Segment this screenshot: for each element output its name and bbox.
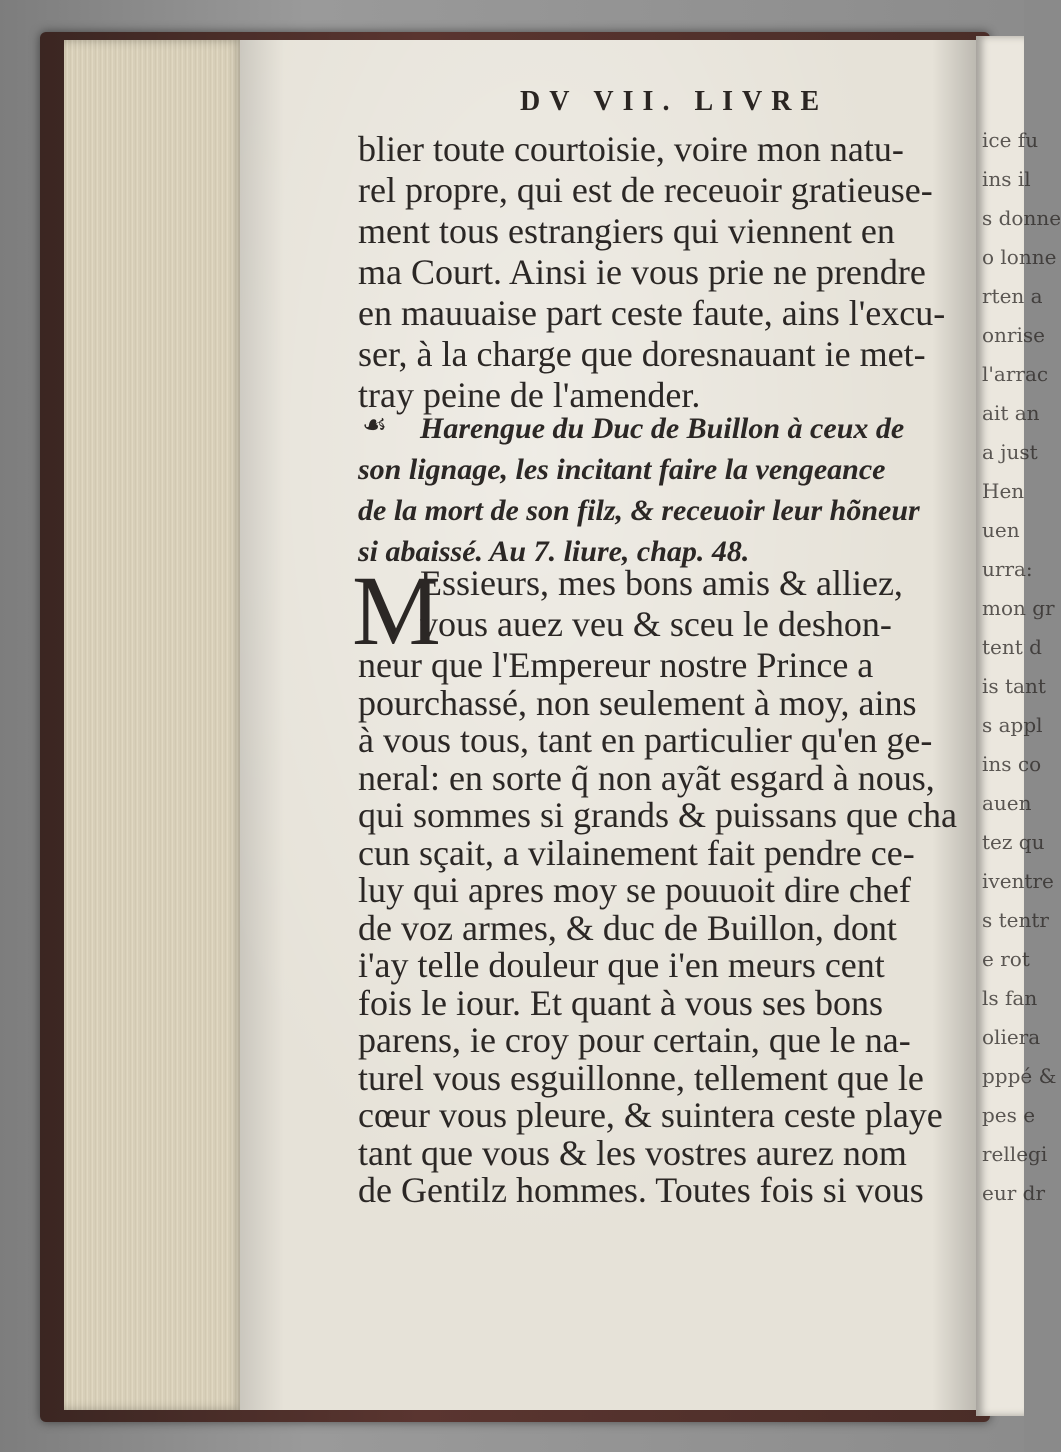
next-page-fragment: tez qu: [982, 830, 1045, 854]
running-head: DV VII. LIVRE: [520, 86, 829, 117]
speech-line: cun sçait, a vilainement fait pendre ce-: [358, 832, 915, 873]
speech-line: luy qui apres moy se pouuoit dire chef: [358, 870, 911, 910]
drop-capital: M: [352, 555, 441, 666]
next-page-fragment: l'arrac: [982, 362, 1049, 386]
next-page-fragment: rellegi: [982, 1142, 1048, 1166]
next-page-fragment: Hen: [982, 479, 1025, 503]
chapter-heading-line: Harengue du Duc de Buillon à ceux de: [420, 412, 905, 445]
speech-line: neral: en sorte q̃ non ayãt esgard à nous,: [358, 757, 935, 798]
speech-line: cœur vous pleure, & suintera ceste playe: [358, 1095, 943, 1135]
chapter-heading-line: si abaissé. Au 7. liure, chap. 48.: [358, 535, 750, 568]
next-page-fragment: ins il: [982, 167, 1031, 191]
speech-line: fois le iour. Et quant à vous ses bons: [358, 982, 883, 1023]
next-page-edge: [976, 36, 1061, 1416]
body-line: ment tous estrangiers qui viennent en: [358, 211, 895, 251]
speech-line: parens, ie croy pour certain, que le na-: [358, 1020, 911, 1060]
next-page-fragment: e rot: [982, 947, 1030, 971]
speech-line: à vous tous, tant en particulier qu'en ge-: [358, 720, 933, 760]
next-page-fragment: onrise: [982, 323, 1045, 347]
speech-line: turel vous esguillonne, tellement que le: [358, 1057, 924, 1098]
speech-line: i'ay telle douleur que i'en meurs cent: [358, 945, 885, 985]
speech-line: de Gentilz hommes. Toutes fois si vous: [358, 1170, 924, 1210]
dropcap-line: Essieurs, mes bons amis & alliez,: [420, 563, 903, 603]
chapter-heading-line: de la mort de son filz, & receuoir leur hõneur: [358, 494, 920, 527]
dropcap-line: vous auez veu & sceu le deshon-: [420, 604, 892, 644]
next-page-fragment: s appl: [982, 713, 1043, 737]
next-page-fragment: pppé &: [982, 1064, 1057, 1088]
next-page-fragment: o lonne: [982, 245, 1057, 269]
speech-line: tant que vous & les vostres aurez nom: [358, 1132, 907, 1173]
chapter-heading-line: son lignage, les incitant faire la vengeance: [358, 453, 886, 486]
next-page-fragment: rten a: [982, 284, 1043, 308]
speech-line: de voz armes, & duc de Buillon, dont: [358, 907, 897, 948]
speech-line: neur que l'Empereur nostre Prince a: [358, 645, 874, 685]
next-page-fragment: ins co: [982, 752, 1042, 776]
next-page-fragment: tent d: [982, 635, 1042, 659]
next-page-fragment: s donne: [982, 206, 1061, 230]
next-page-fragment: eur dr: [982, 1181, 1045, 1205]
next-page-fragment: ls fan: [982, 986, 1038, 1010]
next-page-fragment: ait an: [982, 401, 1040, 425]
next-page-fragment: urra:: [982, 557, 1033, 581]
next-page-fragment: ice fu: [982, 128, 1039, 152]
speech-line: qui sommes si grands & puissans que cha: [358, 795, 957, 835]
next-page-fragment: s tentr: [982, 908, 1049, 932]
next-page-fragment: is tant: [982, 674, 1046, 698]
body-line: rel propre, qui est de receuoir gratieuse-: [358, 170, 933, 210]
body-line: ser, à la charge que doresnauant ie met-: [358, 334, 926, 374]
next-page-fragment: oliera: [982, 1025, 1041, 1049]
body-line: blier toute courtoisie, voire mon natu-: [358, 129, 904, 169]
next-page-fragment: pes e: [982, 1103, 1036, 1127]
next-page-fragment: mon gr: [982, 596, 1055, 620]
body-line: tray peine de l'amender.: [358, 375, 701, 415]
next-page-fragment: uen: [982, 518, 1020, 542]
ornament-icon: ☙: [362, 408, 388, 441]
page-edges: [64, 40, 244, 1410]
body-line: ma Court. Ainsi ie vous prie ne prendre: [358, 252, 926, 292]
speech-line: pourchassé, non seulement à moy, ains: [358, 682, 917, 723]
next-page-fragment: iventre: [982, 869, 1054, 893]
next-page-fragment: a just: [982, 440, 1038, 464]
body-line: en mauuaise part ceste faute, ains l'excu-: [358, 293, 946, 333]
next-page-fragment: auen: [982, 791, 1032, 815]
